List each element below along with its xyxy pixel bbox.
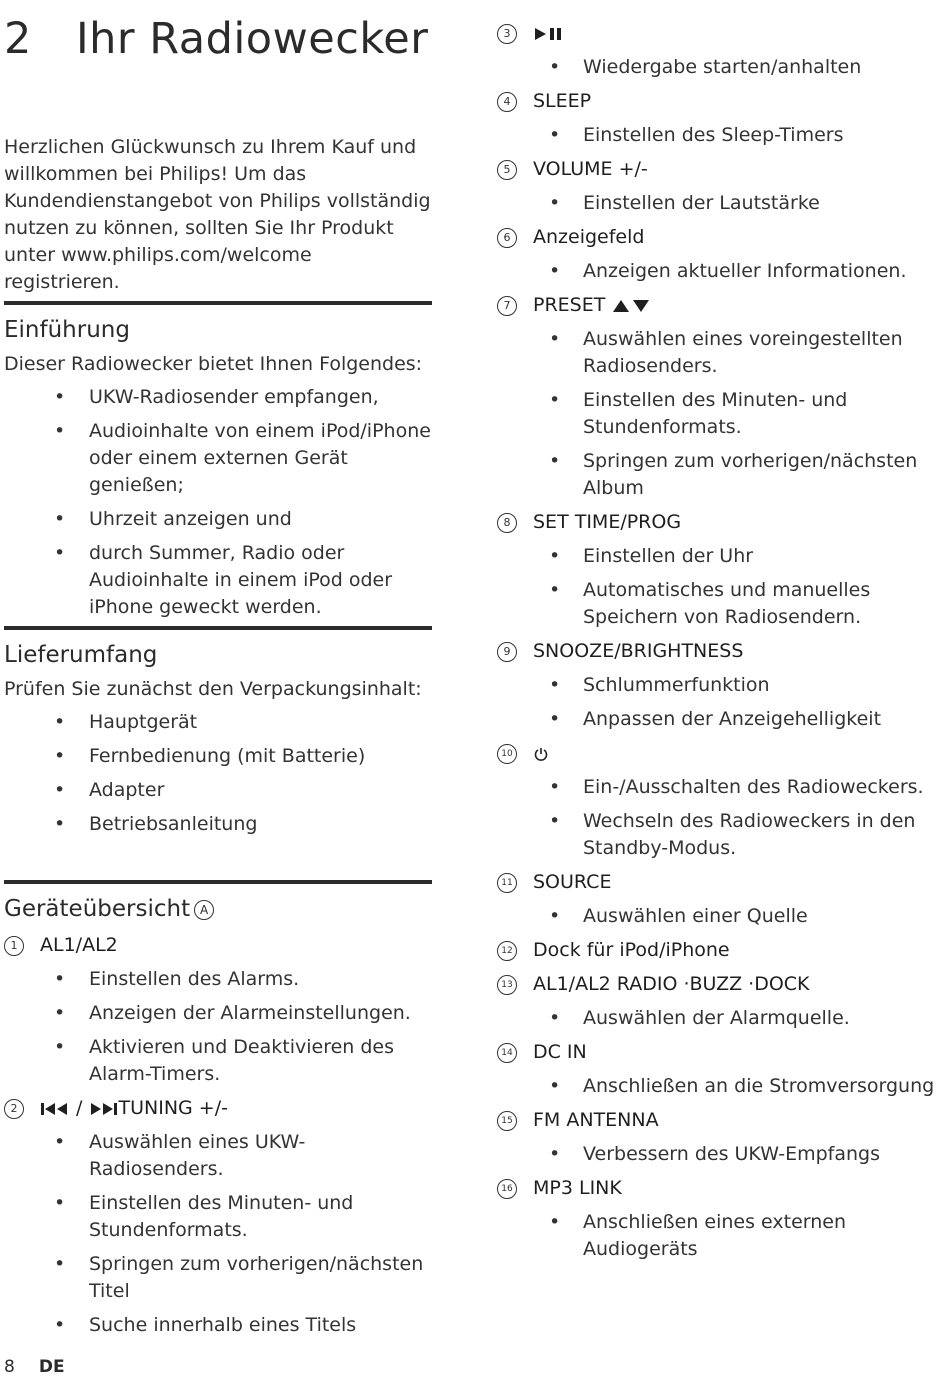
bullet-icon: •	[54, 1192, 66, 1214]
list-item: • Einstellen des Sleep-Timers	[497, 122, 937, 149]
list-item: • Verbessern des UKW-Empfangs	[497, 1141, 937, 1168]
list-item: • Auswählen der Alarmquelle.	[497, 1005, 937, 1032]
section-lead: Prüfen Sie zunächst den Verpackungsinhalt:	[4, 678, 422, 700]
next-track-icon	[89, 1101, 119, 1117]
item-number-badge: 12	[497, 941, 517, 961]
item-label: SET TIME/PROG	[533, 511, 682, 533]
bullet-icon: •	[549, 1211, 561, 1233]
item-label: TUNING +/-	[118, 1097, 228, 1119]
section-title: Lieferumfang	[4, 642, 158, 668]
bullet-icon: •	[54, 1131, 66, 1153]
item-label: SLEEP	[533, 90, 592, 112]
bullet-icon: •	[54, 745, 66, 767]
list-item: • Anschließen eines externen Audiogeräts	[549, 1211, 847, 1260]
contents-list	[4, 709, 432, 838]
item-label: SOURCE	[533, 871, 612, 893]
overview-item-2	[4, 1095, 432, 1339]
item-number-badge: 13	[497, 975, 517, 995]
overview-item-9	[497, 638, 937, 733]
figure-ref-badge: A	[194, 900, 214, 920]
list-item: • Ein-/Ausschalten des Radioweckers.	[497, 774, 937, 801]
list-item: • Auswählen eines voreingestellten Radiosenders.	[549, 328, 903, 377]
list-item: • Auswählen eines UKW-Radiosenders.	[54, 1131, 306, 1180]
item-number-badge: 7	[497, 296, 517, 316]
overview-item-16	[497, 1175, 937, 1263]
overview-item-7	[497, 292, 937, 502]
item-number-badge: 15	[497, 1111, 517, 1131]
section-lead: Dieser Radiowecker bietet Ihnen Folgendes:	[4, 353, 423, 375]
bullet-icon: •	[549, 328, 561, 350]
play-pause-icon	[533, 26, 569, 42]
bullet-icon: •	[549, 389, 561, 411]
list-item: • UKW-Radiosender empfangen,	[4, 384, 432, 411]
bullet-icon: •	[549, 708, 561, 730]
item-head	[497, 937, 937, 964]
item-number-badge: 9	[497, 642, 517, 662]
bullet-icon: •	[549, 192, 561, 214]
list-item: • Auswählen einer Quelle	[497, 903, 937, 930]
item-label: PRESET	[533, 294, 606, 316]
item-head	[497, 869, 937, 896]
item-head	[497, 292, 937, 319]
item-number-badge: 11	[497, 873, 517, 893]
bullet-icon: •	[54, 1002, 66, 1024]
item-label: Anzeigefeld	[533, 226, 645, 248]
bullet-icon: •	[54, 1253, 66, 1275]
section-rule	[4, 880, 432, 884]
bullet-icon: •	[549, 579, 561, 601]
bullet-icon: •	[54, 1036, 66, 1058]
chapter-heading	[4, 14, 428, 64]
item-label: Dock für iPod/iPhone	[533, 939, 730, 961]
overview-item-15	[497, 1107, 937, 1168]
list-item: • Einstellen des Minuten- und Stundenformats.	[549, 389, 848, 438]
overview-item-5	[497, 156, 937, 217]
item-head	[497, 224, 937, 251]
item-label: SNOOZE/BRIGHTNESS	[533, 640, 744, 662]
bullet-icon: •	[549, 905, 561, 927]
section-rule	[4, 301, 432, 305]
list-item: • Betriebsanleitung	[4, 811, 432, 838]
overview-item-12	[497, 937, 937, 964]
bullet-icon: •	[54, 779, 66, 801]
bullet-icon: •	[54, 968, 66, 990]
section-einfuehrung	[4, 301, 432, 628]
list-item: • Einstellen der Uhr	[497, 543, 937, 570]
previous-track-icon	[40, 1101, 70, 1117]
section-rule	[4, 626, 432, 630]
item-number-badge: 5	[497, 160, 517, 180]
item-head	[497, 1039, 937, 1066]
list-item: • Adapter	[4, 777, 432, 804]
item-label: AL1/AL2	[40, 934, 118, 956]
list-item: • Einstellen der Lautstärke	[497, 190, 937, 217]
overview-item-13	[497, 971, 937, 1032]
bullet-icon: •	[549, 545, 561, 567]
bullet-icon: •	[549, 124, 561, 146]
preset-up-down-icon	[611, 298, 651, 314]
item-label: FM ANTENNA	[533, 1109, 659, 1131]
section-lieferumfang	[4, 626, 432, 845]
item-number-badge: 2	[4, 1099, 24, 1119]
item-number-badge: 6	[497, 228, 517, 248]
list-item: • Wiedergabe starten/anhalten	[497, 54, 937, 81]
item-head	[497, 971, 937, 998]
list-item: • Suche innerhalb eines Titels	[4, 1312, 432, 1339]
language-code: DE	[38, 1357, 65, 1377]
item-head	[497, 1175, 937, 1202]
list-item: • Audioinhalte von einem iPod/iPhone oder einem externen Gerät genießen;	[54, 420, 431, 496]
list-item: • Anzeigen aktueller Informationen.	[497, 258, 937, 285]
list-item: • Automatisches und manuelles Speichern von Radiosendern.	[549, 579, 871, 628]
bullet-icon: •	[549, 810, 561, 832]
list-item: • Uhrzeit anzeigen und	[4, 506, 432, 533]
item-number-badge: 14	[497, 1043, 517, 1063]
item-head	[497, 88, 937, 115]
list-item: • Anpassen der Anzeigehelligkeit	[497, 706, 937, 733]
list-item: • Einstellen des Alarms.	[4, 966, 432, 993]
power-icon	[533, 746, 549, 762]
list-item: • durch Summer, Radio oder Audioinhalte in einem iPod oder iPhone geweckt werden.	[54, 542, 393, 618]
bullet-icon: •	[54, 508, 66, 530]
chapter-number: 2	[4, 14, 32, 64]
page-number: 8	[4, 1357, 15, 1377]
item-head	[4, 1095, 432, 1122]
list-item: • Springen zum vorherigen/nächsten Titel	[54, 1253, 424, 1302]
item-number-badge: 3	[497, 24, 517, 44]
bullet-icon: •	[54, 420, 66, 442]
bullet-icon: •	[549, 450, 561, 472]
list-item: • Anschließen an die Stromversorgung	[497, 1073, 937, 1100]
item-head	[497, 20, 937, 47]
bullet-icon: •	[54, 386, 66, 408]
item-head	[497, 638, 937, 665]
overview-item-3	[497, 20, 937, 81]
list-item: • Einstellen des Minuten- und Stundenformats.	[54, 1192, 354, 1241]
list-item: • Anzeigen der Alarmeinstellungen.	[4, 1000, 432, 1027]
section-uebersicht	[4, 880, 432, 1346]
bullet-icon: •	[54, 813, 66, 835]
page-footer	[4, 1357, 65, 1377]
overview-item-10	[497, 740, 937, 862]
overview-item-4	[497, 88, 937, 149]
overview-item-11	[497, 869, 937, 930]
item-head	[497, 156, 937, 183]
bullet-icon: •	[549, 260, 561, 282]
item-number-badge: 10	[497, 744, 517, 764]
bullet-icon: •	[54, 542, 66, 564]
item-head	[497, 1107, 937, 1134]
item-number-badge: 4	[497, 92, 517, 112]
list-item: • Springen zum vorherigen/nächsten Album	[549, 450, 918, 499]
right-column	[497, 20, 937, 1270]
list-item: • Wechseln des Radioweckers in den Standby-Modus.	[549, 810, 916, 859]
item-number-badge: 8	[497, 513, 517, 533]
overview-item-6	[497, 224, 937, 285]
item-label: AL1/AL2 RADIO ·BUZZ ·DOCK	[533, 973, 810, 995]
bullet-icon: •	[54, 1314, 66, 1336]
item-label: VOLUME +/-	[533, 158, 648, 180]
list-item: • Fernbedienung (mit Batterie)	[4, 743, 432, 770]
item-head	[497, 740, 937, 767]
list-item: • Aktivieren und Deaktivieren des Alarm-Timers.	[54, 1036, 395, 1085]
item-number-badge: 16	[497, 1179, 517, 1199]
item-separator: /	[76, 1097, 83, 1119]
item-label: DC IN	[533, 1041, 587, 1063]
overview-item-14	[497, 1039, 937, 1100]
item-label: MP3 LINK	[533, 1177, 622, 1199]
overview-item-1	[4, 932, 432, 1088]
intro-paragraph: Herzlichen Glückwunsch zu Ihrem Kauf und willkommen bei Philips! Um das Kundendienstangebot von Philips vollständig nutzen zu können, sollten Sie Ihr Produkt unter www.philips.com/welcome registrieren.	[4, 136, 431, 293]
bullet-icon: •	[549, 1007, 561, 1029]
item-head	[4, 932, 432, 959]
section-title: Geräteübersicht A	[4, 894, 432, 924]
list-item: • Schlummerfunktion	[497, 672, 937, 699]
bullet-icon: •	[54, 711, 66, 733]
chapter-title: Ihr Radiowecker	[76, 14, 429, 64]
section-title: Einführung	[4, 317, 130, 343]
bullet-icon: •	[549, 674, 561, 696]
bullet-icon: •	[549, 776, 561, 798]
overview-item-8	[497, 509, 937, 631]
bullet-icon: •	[549, 56, 561, 78]
bullet-icon: •	[549, 1075, 561, 1097]
item-head	[497, 509, 937, 536]
item-number-badge: 1	[4, 936, 24, 956]
bullet-icon: •	[549, 1143, 561, 1165]
feature-list	[4, 384, 432, 621]
list-item: • Hauptgerät	[4, 709, 432, 736]
